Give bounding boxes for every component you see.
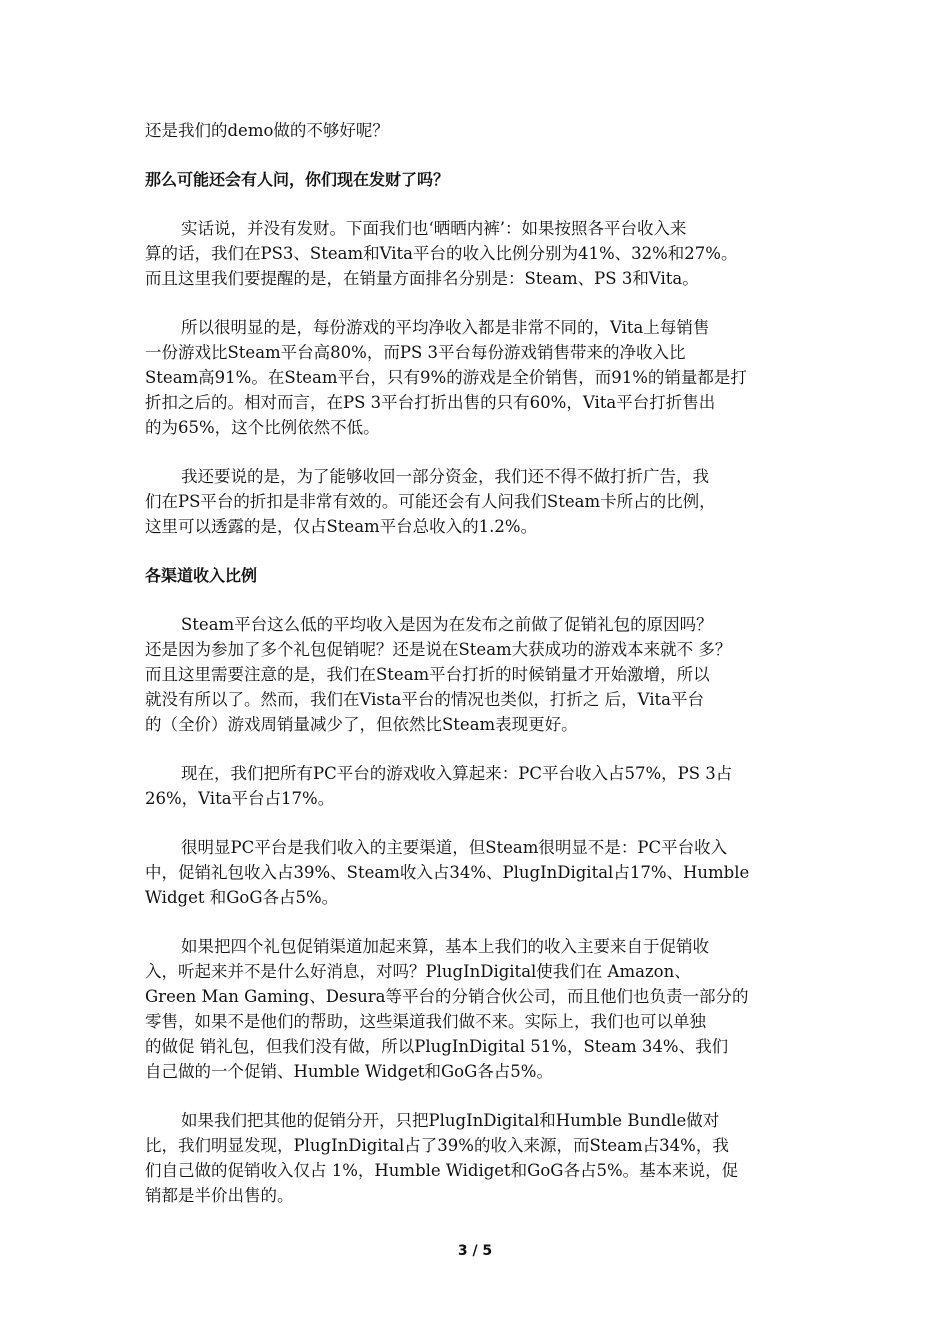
text-line: 比，我们明显发现，PlugInDigital占了39%的收入来源，而Steam占34%，我 [145, 1136, 729, 1155]
text-line: 一份游戏比Steam平台高80%，而PS 3平台每份游戏销售带来的净收入比 [145, 343, 686, 362]
text-line: 所以很明显的是，每份游戏的平均净收入都是非常不同的，Vita上每销售 [181, 318, 710, 337]
paragraph-net-income [145, 315, 815, 440]
page-number: 3 / 5 [457, 1243, 493, 1259]
text-line: 我还要说的是，为了能够收回一部分资金，我们还不得不做打折广告，我 [181, 467, 709, 486]
text-line: 如果我们把其他的促销分开，只把PlugInDigital和Humble Bundle做对 [181, 1111, 720, 1130]
document-body [145, 118, 815, 1232]
text-line: 还是因为参加了多个礼包促销呢？还是说在Steam大获成功的游戏本来就不 多？ [145, 640, 732, 659]
text-line: 实话说，并没有发财。下面我们也‘晒晒内裤’：如果按照各平台收入来 [181, 219, 687, 238]
text-line: 还是我们的demo做的不够好呢？ [145, 121, 389, 140]
text-line: 算的话，我们在PS3、Steam和Vita平台的收入比例分别为41%、32%和27%。 [145, 244, 738, 263]
text-line: 26%，Vita平台占17%。 [145, 789, 335, 808]
text-line: 的做促 销礼包，但我们没有做，所以PlugInDigital 51%，Steam 34%、我们 [145, 1037, 729, 1056]
text-line: 折扣之后的。相对而言，在PS 3平台打折出售的只有60%，Vita平台打折售出 [145, 393, 716, 412]
text-line: 零售，如果不是他们的帮助，这些渠道我们做不来。实际上，我们也可以单独 [145, 1012, 706, 1031]
section-heading-wealth: 那么可能还会有人问，你们现在发财了吗？ [145, 170, 450, 189]
text-line: 就没有所以了。然而，我们在Vista平台的情况也类似，打折之 后，Vita平台 [145, 690, 704, 709]
text-line: 中，促销礼包收入占39%、Steam收入占34%、PlugInDigital占17%、Humble [145, 863, 750, 882]
text-line: 的为65%，这个比例依然不低。 [145, 418, 380, 437]
text-line: 现在，我们把所有PC平台的游戏收入算起来：PC平台收入占57%，PS 3占 [181, 764, 733, 783]
section-heading-channels: 各渠道收入比例 [145, 566, 258, 585]
text-line: 入，听起来并不是什么好消息，对吗？PlugInDigital使我们在 Amazon、 [145, 962, 691, 981]
paragraph-steam-average [145, 612, 815, 737]
intro-paragraph [145, 118, 815, 143]
text-line: 销都是半价出售的。 [145, 1186, 294, 1205]
paragraph-discount-ads [145, 464, 815, 539]
text-line: 的（全价）游戏周销量减少了，但依然比Steam表现更好。 [145, 715, 578, 734]
text-line: 很明显PC平台是我们收入的主要渠道，但Steam很明显不是：PC平台收入 [181, 838, 728, 857]
text-line: 们自己做的促销收入仅占 1%，Humble Widiget和GoG各占5%。基本来说，促 [145, 1161, 739, 1180]
text-line: 们在PS平台的折扣是非常有效的。可能还会有人问我们Steam卡所占的比例， [145, 492, 716, 511]
paragraph-revenue-share [145, 216, 815, 291]
paragraph-bundle-channels [145, 934, 815, 1084]
text-line: 这里可以透露的是，仅占Steam平台总收入的1.2%。 [145, 517, 538, 536]
text-line: 而且这里需要注意的是，我们在Steam平台打折的时候销量才开始激增，所以 [145, 665, 710, 684]
text-line: Widget 和GoG各占5%。 [145, 888, 339, 907]
paragraph-promo-comparison [145, 1108, 815, 1208]
text-line: Steam平台这么低的平均收入是因为在发布之前做了促销礼包的原因吗？ [181, 615, 713, 634]
text-line: 自己做的一个促销、Humble Widget和GoG各占5%。 [145, 1062, 553, 1081]
text-line: 而且这里我们要提醒的是，在销量方面排名分别是：Steam、PS 3和Vita。 [145, 269, 699, 288]
text-line: Steam高91%。在Steam平台，只有9%的游戏是全价销售，而91%的销量都是打 [145, 368, 747, 387]
paragraph-pc-breakdown [145, 835, 815, 910]
paragraph-pc-total [145, 761, 815, 811]
text-line: Green Man Gaming、Desura等平台的分销合伙公司，而且他们也负责一部分的 [145, 987, 749, 1006]
text-line: 如果把四个礼包促销渠道加起来算，基本上我们的收入主要来自于促销收 [181, 937, 709, 956]
